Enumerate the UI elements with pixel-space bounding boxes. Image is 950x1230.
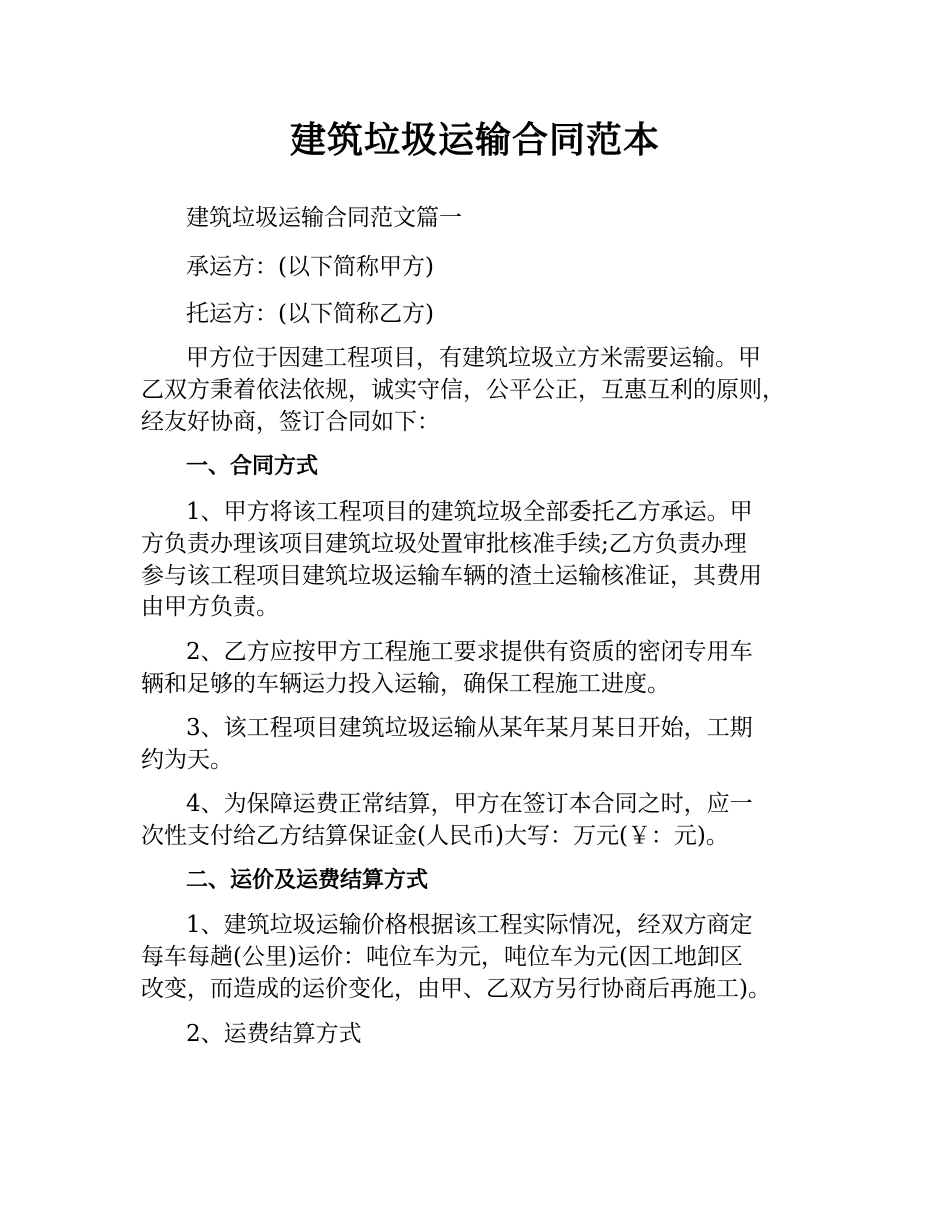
paragraph-line: 参与该工程项目建筑垃圾运输车辆的渣土运输核准证，其费用 [141,563,762,589]
paragraph-line: 改变，而造成的运价变化，由甲、乙双方另行协商后再施工)。 [141,976,771,1002]
section-subtitle: 建筑垃圾运输合同范文篇一 [186,205,462,231]
party-a-line: 承运方：(以下简称甲方) [186,254,434,280]
paragraph-line: 辆和足够的车辆运力投入运输，确保工程施工进度。 [141,671,670,697]
paragraph-line: 3、该工程项目建筑垃圾运输从某年某月某日开始，工期 [186,715,753,741]
paragraph-line: 约为天。 [141,747,233,773]
section-heading: 一、合同方式 [186,454,319,479]
paragraph-line: 每车每趟(公里)运价：吨位车为元，吨位车为元(因工地卸区 [141,944,743,970]
party-b-line: 托运方：(以下简称乙方) [186,301,434,327]
paragraph-line: 次性支付给乙方结算保证金(人民币)大写：万元(￥：元)。 [141,823,729,849]
paragraph-line: 2、运费结算方式 [186,1021,362,1047]
document-title: 建筑垃圾运输合同范本 [289,120,660,161]
section-heading: 二、运价及运费结算方式 [186,868,429,893]
paragraph-line: 4、为保障运费正常结算，甲方在签订本合同之时，应一 [186,791,753,817]
paragraph-line: 由甲方负责。 [141,594,279,620]
paragraph-line: 1、甲方将该工程项目的建筑垃圾全部委托乙方承运。甲 [186,499,753,525]
paragraph-line: 甲方位于因建工程项目，有建筑垃圾立方米需要运输。甲 [186,345,761,371]
paragraph-line: 方负责办理该项目建筑垃圾处置审批核准手续;乙方负责办理 [141,531,747,557]
paragraph-line: 乙双方秉着依法依规，诚实守信，公平公正，互惠互利的原则， [141,377,785,403]
paragraph-line: 2、乙方应按甲方工程施工要求提供有资质的密闭专用车 [186,639,753,665]
paragraph-line: 经友好协商，签订合同如下： [141,409,440,435]
paragraph-line: 1、建筑垃圾运输价格根据该工程实际情况，经双方商定 [186,912,753,938]
